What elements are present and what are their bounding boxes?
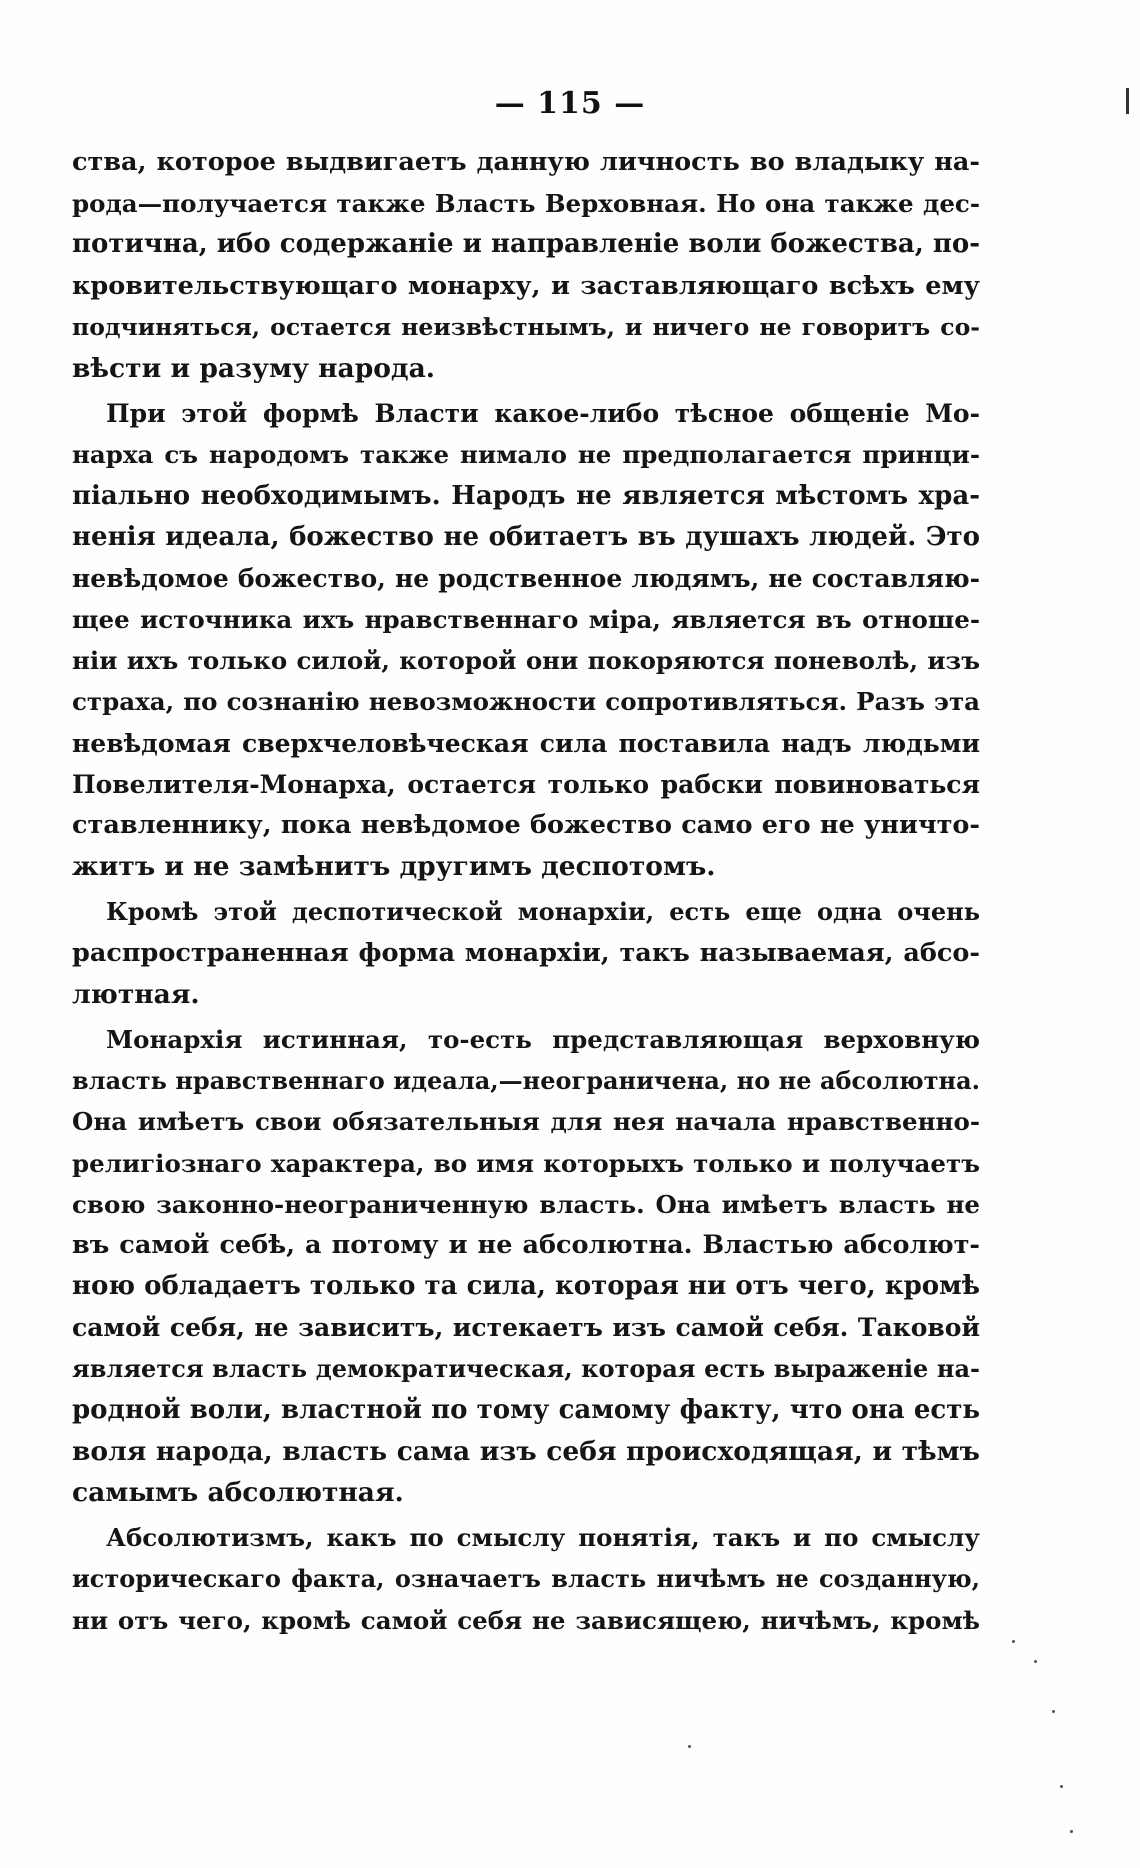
scan-speck <box>1034 1660 1037 1663</box>
text-line: власть нравственнаго идеала,—неограничена, но не абсолютна. <box>72 1066 980 1096</box>
scan-speck <box>1060 1785 1063 1788</box>
scan-speck <box>1012 1640 1015 1643</box>
text-line: вѣсти и разуму народа. <box>72 352 435 384</box>
text-line: піально необходимымъ. Народъ не является мѣстомъ хра- <box>72 480 980 511</box>
text-line: религіознаго характера, во имя которыхъ только и получаетъ <box>72 1148 980 1178</box>
text-line: свою законно-неограниченную власть. Она имѣетъ власть не <box>72 1189 980 1219</box>
text-line: Кромѣ этой деспотической монархіи, есть еще одна очень <box>106 897 980 927</box>
paragraph <box>72 891 980 1015</box>
scan-speck <box>688 1745 691 1748</box>
text-line: самой себя, не зависитъ, истекаетъ изъ самой себя. Таковой <box>72 1313 980 1343</box>
text-line: Абсолютизмъ, какъ по смыслу понятія, такъ и по смыслу <box>106 1523 980 1553</box>
text-line: воля народа, власть сама изъ себя происходящая, и тѣмъ <box>72 1435 980 1467</box>
text-line: подчиняться, остается неизвѣстнымъ, и ничего не говоритъ со- <box>72 312 980 341</box>
scan-speck <box>1070 1830 1073 1833</box>
text-line: нарха съ народомъ также нимало не предполагается принци- <box>72 440 980 470</box>
paragraph <box>72 1019 980 1513</box>
text-line: рода—получается также Власть Верховная. Но она также дес- <box>72 189 980 219</box>
body-text <box>72 142 980 1645</box>
text-line: ною обладаетъ только та сила, которая ни отъ чего, кромѣ <box>72 1271 980 1302</box>
text-line: Повелителя-Монарха, остается только рабски повиноваться <box>72 769 980 799</box>
text-line: ставленнику, пока невѣдомое божество само его не уничто- <box>72 810 980 840</box>
text-line: историческаго факта, означаетъ власть ничѣмъ не созданную, <box>72 1564 980 1594</box>
text-line: ненія идеала, божество не обитаетъ въ душахъ людей. Это <box>72 521 980 552</box>
text-line: щее источника ихъ нравственнаго міра, является въ отноше- <box>72 605 980 635</box>
text-line: житъ и не замѣнитъ другимъ деспотомъ. <box>72 851 716 883</box>
text-line: кровительствующаго монарху, и заставляющаго всѣхъ ему <box>72 270 980 301</box>
text-line: невѣдомое божество, не родственное людямъ, не составляю- <box>72 563 980 593</box>
text-line: ства, которое выдвигаетъ данную личность во владыку на- <box>72 147 980 177</box>
text-line: въ самой себѣ, а потому и не абсолютна. Властью абсолют- <box>72 1229 980 1260</box>
text-line: лютная. <box>72 978 200 1010</box>
paragraph <box>72 142 980 389</box>
text-line: невѣдомая сверхчеловѣческая сила поставила надъ людьми <box>72 728 980 758</box>
text-line: родной воли, властной по тому самому факту, что она есть <box>72 1394 980 1425</box>
text-line: Она имѣетъ свои обязательныя для нея начала нравственно- <box>72 1107 980 1137</box>
text-line: самымъ абсолютная. <box>72 1477 404 1508</box>
scan-speck <box>1052 1710 1055 1713</box>
text-line: Монархія истинная, то-есть представляющая верховную <box>106 1024 980 1054</box>
text-line: является власть демократическая, которая есть выраженіе на- <box>72 1354 980 1384</box>
scan-edge-mark <box>1126 88 1129 114</box>
page-number: — 115 — <box>494 86 646 121</box>
text-line: потична, ибо содержаніе и направленіе воли божества, по- <box>72 229 981 260</box>
paragraph <box>72 393 980 887</box>
text-line: ніи ихъ только силой, которой они покоряются поневолѣ, изъ <box>72 646 980 676</box>
paragraph <box>72 1517 980 1641</box>
text-line: При этой формѣ Власти какое-либо тѣсное общеніе Мо- <box>106 399 980 429</box>
text-line: распространенная форма монархіи, такъ называемая, абсо- <box>72 937 980 968</box>
text-line: страха, по сознанію невозможности сопротивляться. Разъ эта <box>72 687 980 717</box>
text-line: ни отъ чего, кромѣ самой себя не зависящею, ничѣмъ, кромѣ <box>72 1605 980 1635</box>
